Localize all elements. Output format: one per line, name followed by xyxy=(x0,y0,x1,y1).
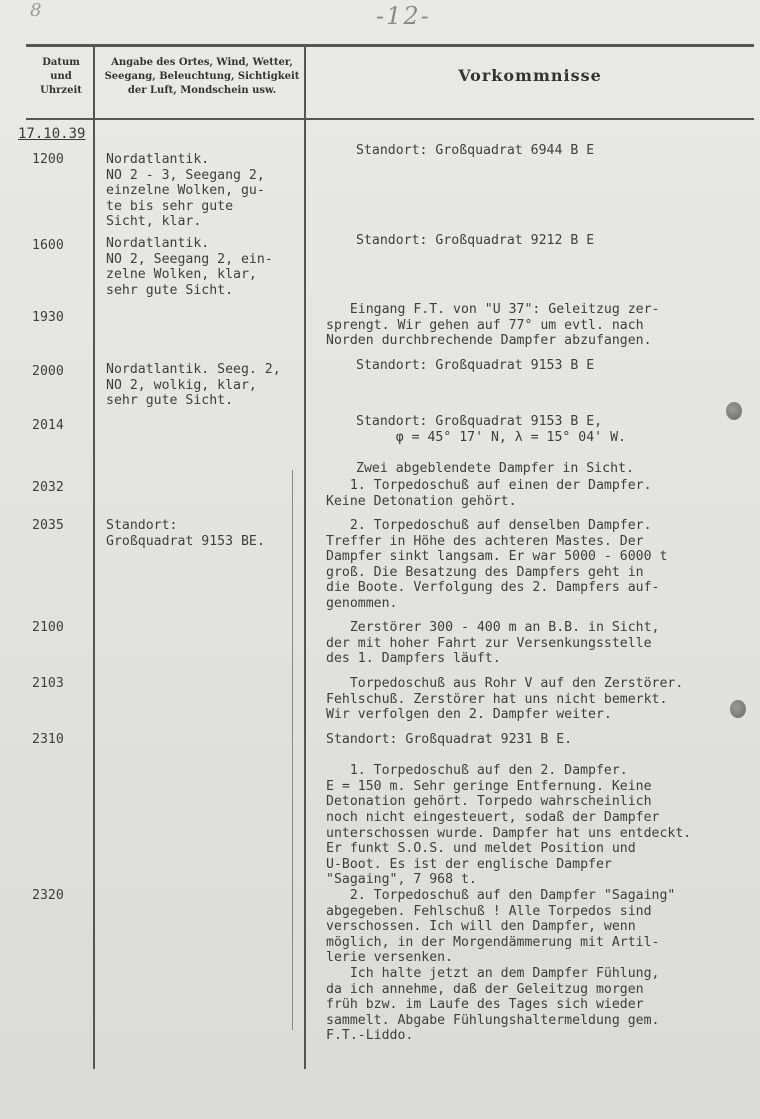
time-2032: 2032 xyxy=(32,480,64,495)
time-2100: 2100 xyxy=(32,620,64,635)
event-2014: Standort: Großquadrat 9153 B E, φ = 45° 17' N, λ = 15° 04' W. Zwei abgeblendete Dampfer in Sicht. xyxy=(356,414,634,476)
event-1930: Eingang F.T. von "U 37": Geleitzug zer- sprengt. Wir gehen auf 77° um evtl. nach Norden durchbrechende Dampfer abzufangen. xyxy=(326,302,660,349)
place-1200: Nordatlantik. NO 2 - 3, Seegang 2, einzelne Wolken, gu- te bis sehr gute Sicht, klar. xyxy=(106,152,265,230)
event-2035: 2. Torpedoschuß auf denselben Dampfer. Treffer in Höhe des achteren Mastes. Der Dampfer sinkt langsam. Er war 5000 - 6000 t groß. Die Besatzung des Dampfers geht in die Boote. Verfolgung des 2. Dampfers auf- genommen. xyxy=(326,518,668,611)
entry-date: 17.10.39 xyxy=(18,126,86,142)
event-2000: Standort: Großquadrat 9153 B E xyxy=(356,358,595,373)
column-divider-2-shadow xyxy=(292,470,293,1030)
time-1200: 1200 xyxy=(32,152,64,167)
time-2014: 2014 xyxy=(32,418,64,433)
column-divider-2 xyxy=(304,44,306,1069)
header-location-weather: Angabe des Ortes, Wind, Wetter, Seegang, Beleuchtung, Sichtigkeit der Luft, Mondschein usw. xyxy=(104,57,300,96)
place-2000: Nordatlantik. Seeg. 2, NO 2, wolkig, klar, sehr gute Sicht. xyxy=(106,362,281,409)
time-1930: 1930 xyxy=(32,310,64,325)
event-2100: Zerstörer 300 - 400 m an B.B. in Sicht, der mit hoher Fahrt zur Versenkungsstelle des 1. Dampfers läuft. xyxy=(326,620,660,667)
corner-mark: 8 xyxy=(30,0,42,21)
time-1600: 1600 xyxy=(32,238,64,253)
time-2320: 2320 xyxy=(32,888,64,903)
event-2103: Torpedoschuß aus Rohr V auf den Zerstörer. Fehlschuß. Zerstörer hat uns nicht bemerkt. Wir verfolgen den 2. Dampfer weiter. xyxy=(326,676,684,723)
event-2310: Standort: Großquadrat 9231 B E. 1. Torpedoschuß auf den 2. Dampfer. E = 150 m. Sehr geringe Entfernung. Keine Detonation gehört. Torpedo wahrscheinlich noch nicht eingesteuert, sodaß der Dampfer unterschossen wurde. Dampfer hat uns entdeckt. Er funkt S.O.S. und meldet Position und U-Boot. Es ist der englische Dampfer "Sagaing", 7 968 t. xyxy=(326,732,692,888)
time-2000: 2000 xyxy=(32,364,64,379)
top-rule xyxy=(26,44,754,47)
column-divider-1 xyxy=(93,44,95,1069)
event-1600: Standort: Großquadrat 9212 B E xyxy=(356,233,595,248)
time-2035: 2035 xyxy=(32,518,64,533)
place-1600: Nordatlantik. NO 2, Seegang 2, ein- zelne Wolken, klar, sehr gute Sicht. xyxy=(106,236,273,298)
header-date-time: Datum und Uhrzeit xyxy=(40,57,82,96)
header-rule xyxy=(26,118,754,120)
event-2320: 2. Torpedoschuß auf den Dampfer "Sagaing" abgegeben. Fehlschuß ! Alle Torpedos sind verschossen. Ich will den Dampfer, wenn möglich, in der Morgendämmerung mit Artil- lerie versenken. Ich halte jetzt an dem Dampfer Fühlung, da ich annehme, daß der Geleitzug morgen früh bzw. im Laufe des Tages sich wieder sammelt. Abgabe Fühlungshaltermeldung gem. F.T.-Liddo. xyxy=(326,888,676,1044)
time-2103: 2103 xyxy=(32,676,64,691)
punch-hole-mark xyxy=(726,402,742,420)
time-2310: 2310 xyxy=(32,732,64,747)
punch-hole-mark xyxy=(730,700,746,718)
page-number: -12- xyxy=(376,2,431,30)
header-occurrences: Vorkommnisse xyxy=(458,66,602,85)
event-1200: Standort: Großquadrat 6944 B E xyxy=(356,143,595,158)
place-2035: Standort: Großquadrat 9153 BE. xyxy=(106,518,265,549)
event-2032: 1. Torpedoschuß auf einen der Dampfer. Keine Detonation gehört. xyxy=(326,478,652,509)
